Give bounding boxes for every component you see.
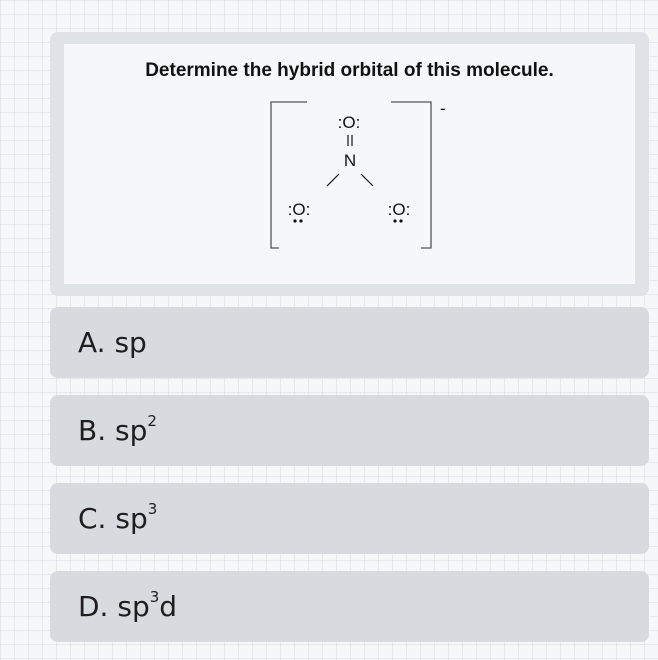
lewis-structure-diagram [259, 98, 459, 258]
lone-pair-dot [293, 219, 296, 222]
option-letter: A. [78, 326, 106, 359]
option-c-button[interactable] [50, 483, 649, 554]
option-superscript: 3 [149, 588, 160, 606]
option-a-button[interactable] [50, 307, 649, 378]
option-base: sp [115, 414, 148, 447]
option-c-label [78, 502, 157, 535]
question-text: Determine the hybrid orbital of this molecule. [145, 60, 554, 81]
option-tail: d [159, 590, 178, 623]
option-b-label [78, 414, 157, 447]
option-superscript: 3 [147, 500, 158, 518]
lone-pair-dot [299, 219, 302, 222]
lone-pair-dot [399, 219, 402, 222]
option-a-label [78, 326, 147, 359]
single-bond-left [327, 174, 339, 186]
right-bracket [391, 102, 431, 248]
option-base: sp [114, 326, 147, 359]
lone-pair-dot [393, 219, 396, 222]
option-superscript: 2 [147, 412, 157, 430]
question-panel [64, 44, 635, 284]
question-card [50, 32, 649, 296]
option-letter: C. [78, 502, 107, 535]
option-b-button[interactable] [50, 395, 649, 466]
right-oxygen-atom: :O: [387, 200, 411, 219]
top-oxygen-atom: :O: [337, 113, 361, 132]
option-d-label [78, 590, 177, 623]
charge-label: - [440, 99, 446, 118]
nitrogen-atom: N [343, 151, 357, 170]
option-letter: D. [78, 590, 109, 623]
option-base: sp [117, 590, 150, 623]
option-base: sp [115, 502, 148, 535]
left-oxygen-atom: :O: [287, 200, 311, 219]
left-bracket [271, 102, 307, 248]
option-d-button[interactable] [50, 571, 649, 642]
single-bond-right [361, 174, 373, 186]
option-letter: B. [78, 414, 107, 447]
